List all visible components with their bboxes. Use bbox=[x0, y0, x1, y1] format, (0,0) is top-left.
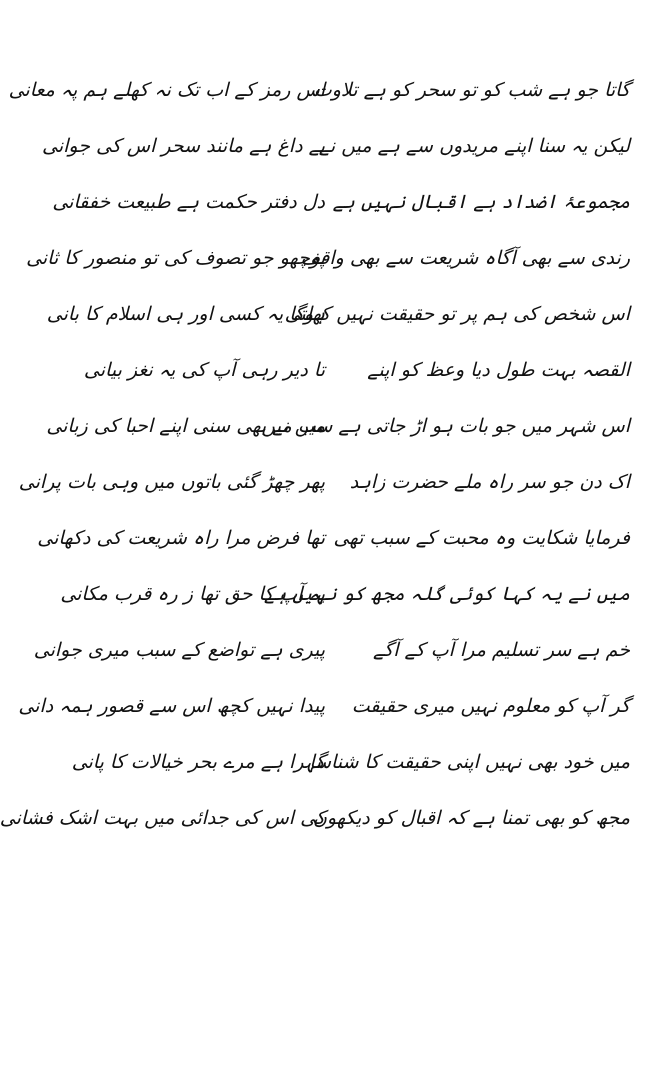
couplet bbox=[23, 294, 670, 350]
misra-first: خم ہے سر تسلیم مرا آپ کے آگے bbox=[373, 639, 630, 661]
couplet bbox=[0, 798, 670, 854]
couplet bbox=[23, 574, 670, 630]
couplet bbox=[23, 406, 670, 462]
misra-second: تا دیر رہی آپ کی یہ نغز بیانی bbox=[83, 359, 325, 381]
couplet bbox=[23, 518, 670, 574]
misra-first: رندی سے بھی آگاہ شریعت سے بھی واقف bbox=[300, 247, 630, 269]
misra-second: میں نے بھی سنی اپنے احبا کی زبانی bbox=[46, 415, 325, 437]
misra-second: پھر چھڑ گئی باتوں میں وہی بات پرانی bbox=[18, 471, 325, 493]
misra-first: اس شخص کی ہم پر تو حقیقت نہیں کھلتی bbox=[284, 303, 630, 325]
couplet bbox=[23, 630, 670, 686]
misra-second: پوچھو جو تصوف کی تو منصور کا ثانی bbox=[26, 247, 325, 269]
misra-first: گر آپ کو معلوم نہیں میری حقیقت bbox=[351, 695, 630, 717]
couplet bbox=[23, 182, 670, 238]
misra-first: مجموعۂ اضداد ہے اقبال نہیں ہے bbox=[332, 191, 630, 213]
couplet bbox=[8, 70, 670, 126]
misra-first: لیکن یہ سنا اپنے مریدوں سے ہے میں نے bbox=[318, 135, 630, 157]
misra-first: القصہ بہت طول دیا وعظ کو اپنے bbox=[367, 359, 630, 381]
couplet bbox=[23, 350, 670, 406]
misra-second: یہ آپ کا حق تھا ز رہ قرب مکانی bbox=[60, 583, 325, 605]
misra-second: پیری ہے تواضع کے سبب میری جوانی bbox=[33, 639, 325, 661]
misra-second: کی اس کی جدائی میں بہت اشک فشانی bbox=[0, 807, 325, 829]
misra-first: اک دن جو سر راہ ملے حضرت زاہد bbox=[349, 471, 630, 493]
couplet bbox=[18, 462, 670, 518]
misra-second: بے داغ ہے مانند سحر اس کی جوانی bbox=[42, 135, 325, 157]
couplet bbox=[18, 686, 670, 742]
misra-second: دل دفتر حکمت ہے طبیعت خفقانی bbox=[52, 191, 325, 213]
misra-second: تھا فرض مرا راہ شریعت کی دکھانی bbox=[37, 527, 325, 549]
couplet bbox=[23, 126, 670, 182]
misra-first: مجھ کو بھی تمنا ہے کہ اقبال کو دیکھوں bbox=[312, 807, 630, 829]
misra-first: میں نے یہ کہا کوئی گلہ مجھ کو نہیں ہے bbox=[263, 583, 630, 605]
misra-second: ہوگا یہ کسی اور ہی اسلام کا بانی bbox=[46, 303, 325, 325]
misra-second: اس رمز کے اب تک نہ کھلے ہم پہ معانی bbox=[8, 79, 325, 101]
misra-first: گاتا جو ہے شب کو تو سحر کو ہے تلاوت bbox=[313, 79, 630, 101]
misra-second: پیدا نہیں کچھ اس سے قصور ہمہ دانی bbox=[18, 695, 325, 717]
misra-first: میں خود بھی نہیں اپنی حقیقت کا شناسا bbox=[309, 751, 630, 773]
misra-first: فرمایا شکایت وہ محبت کے سبب تھی bbox=[333, 527, 630, 549]
misra-first: اس شہر میں جو بات ہو اڑ جاتی ہے سب میں bbox=[261, 415, 630, 437]
couplet bbox=[23, 742, 670, 798]
misra-second: گہرا ہے مرے بحر خیالات کا پانی bbox=[71, 751, 325, 773]
couplet bbox=[23, 238, 670, 294]
